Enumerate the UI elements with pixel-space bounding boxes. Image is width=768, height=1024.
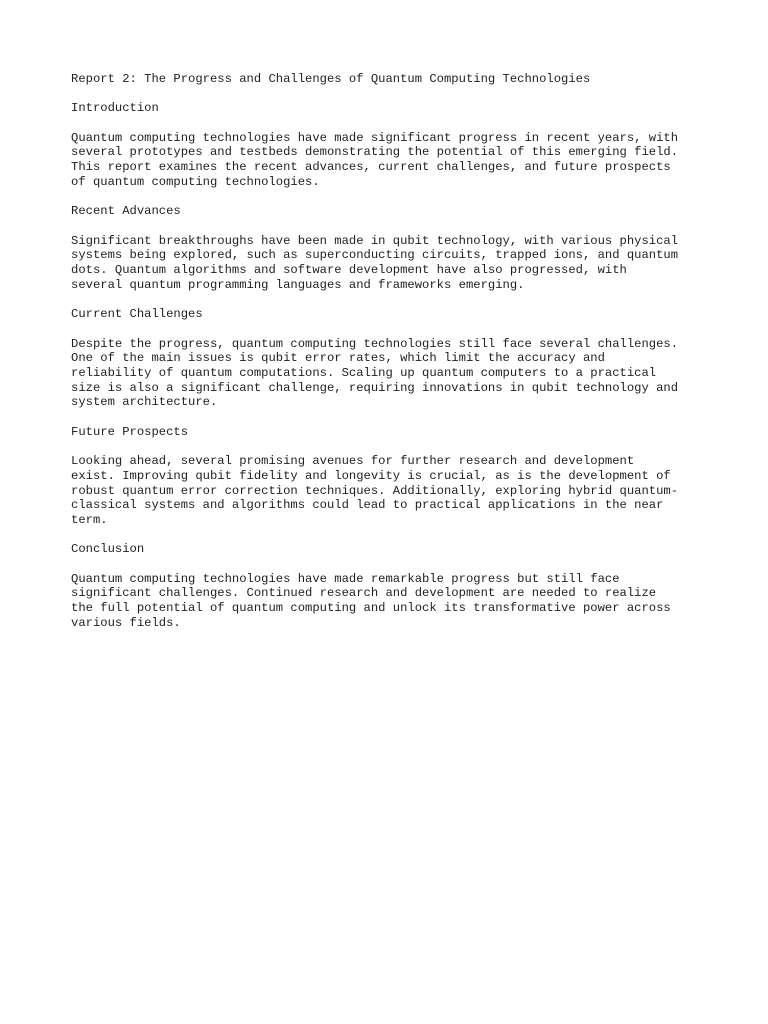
paragraph-line: classical systems and algorithms could lead to practical applications in the near bbox=[71, 498, 664, 513]
paragraph-line: Despite the progress, quantum computing technologies still face several challenges. bbox=[71, 336, 679, 351]
paragraph-line: reliability of quantum computations. Scaling up quantum computers to a practical bbox=[71, 365, 657, 380]
paragraph-future-prospects bbox=[71, 454, 711, 528]
paragraph-line: of quantum computing technologies. bbox=[71, 174, 320, 189]
paragraph-line: dots. Quantum algorithms and software development have also progressed, with bbox=[71, 263, 627, 278]
section-heading-introduction: Introduction bbox=[71, 101, 159, 116]
section-heading-recent-advances: Recent Advances bbox=[71, 204, 181, 219]
paragraph-line: size is also a significant challenge, requiring innovations in qubit technology and bbox=[71, 380, 679, 395]
paragraph-line: several quantum programming languages and frameworks emerging. bbox=[71, 277, 525, 292]
paragraph-line: several prototypes and testbeds demonstrating the potential of this emerging field. bbox=[71, 145, 679, 160]
paragraph-line: significant challenges. Continued research and development are needed to realize bbox=[71, 586, 657, 601]
paragraph-line: Quantum computing technologies have made significant progress in recent years, with bbox=[71, 130, 679, 145]
document-title: Report 2: The Progress and Challenges of Quantum Computing Technologies bbox=[71, 72, 591, 86]
paragraph-line: Significant breakthroughs have been made in qubit technology, with various physical bbox=[71, 233, 679, 248]
paragraph-line: the full potential of quantum computing and unlock its transformative power across bbox=[71, 601, 671, 616]
paragraph-line: various fields. bbox=[71, 615, 181, 630]
section-heading-conclusion: Conclusion bbox=[71, 542, 145, 557]
paragraph-recent-advances bbox=[71, 234, 711, 293]
paragraph-line: This report examines the recent advances, current challenges, and future prospects bbox=[71, 160, 671, 175]
paragraph-current-challenges bbox=[71, 337, 711, 411]
paragraph-line: term. bbox=[71, 512, 108, 527]
paragraph-line: Looking ahead, several promising avenues for further research and development bbox=[71, 454, 635, 469]
paragraph-line: exist. Improving qubit fidelity and longevity is crucial, as is the development of bbox=[71, 468, 671, 483]
paragraph-line: systems being explored, such as superconducting circuits, trapped ions, and quantum bbox=[71, 248, 679, 263]
paragraph-conclusion bbox=[71, 572, 711, 631]
paragraph-line: Quantum computing technologies have made remarkable progress but still face bbox=[71, 571, 620, 586]
section-heading-current-challenges: Current Challenges bbox=[71, 307, 203, 322]
paragraph-line: system architecture. bbox=[71, 395, 218, 410]
paragraph-line: robust quantum error correction techniques. Additionally, exploring hybrid quantum- bbox=[71, 483, 679, 498]
document-page bbox=[71, 72, 711, 645]
paragraph-line: One of the main issues is qubit error rates, which limit the accuracy and bbox=[71, 351, 605, 366]
section-heading-future-prospects: Future Prospects bbox=[71, 424, 189, 439]
paragraph-introduction bbox=[71, 131, 711, 190]
